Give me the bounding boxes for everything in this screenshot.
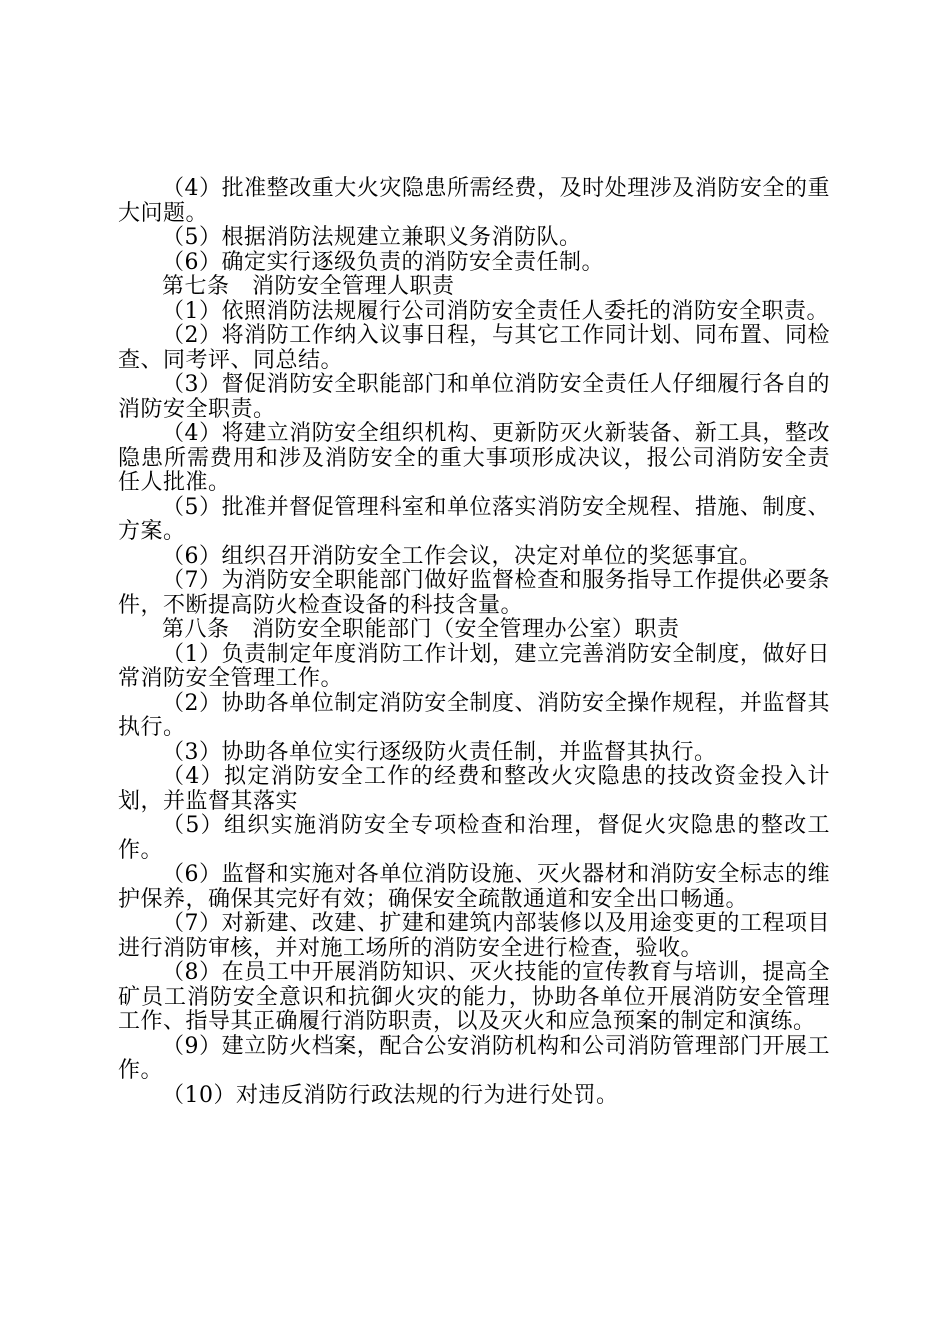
paragraph-item-6-responsibility: （6）确定实行逐级负责的消防安全责任制。 <box>162 249 604 275</box>
paragraph-art7-item-6: （6）组织召开消防安全工作会议，决定对单位的奖惩事宜。 <box>162 543 762 569</box>
article-7-heading: 第七条 消防安全管理人职责 <box>162 274 455 299</box>
paragraph-art7-item-4: （4）将建立消防安全组织机构、更新防灭火新装备、新工具，整改隐患所需费用和涉及消防安全的重大事项形成决议，报公司消防安全责任人批准。 <box>118 421 830 495</box>
paragraph-art8-item-4: （4）拟定消防安全工作的经费和整改火灾隐患的技改资金投入计划，并监督其落实 <box>118 764 830 814</box>
paragraph-item-5-brigade: （5）根据消防法规建立兼职义务消防队。 <box>162 225 582 250</box>
paragraph-art8-item-2: （2）协助各单位制定消防安全制度、消防安全操作规程，并监督其执行。 <box>118 690 830 740</box>
paragraph-art8-item-5: （5）组织实施消防安全专项检查和治理，督促火灾隐患的整改工作。 <box>118 813 830 863</box>
paragraph-art8-item-10: （10）对违反消防行政法规的行为进行处罚。 <box>162 1082 619 1108</box>
paragraph-art8-item-1: （1）负责制定年度消防工作计划，建立完善消防安全制度，做好日常消防安全管理工作。 <box>118 641 830 691</box>
paragraph-art8-item-9: （9）建立防火档案，配合公安消防机构和公司消防管理部门开展工作。 <box>118 1033 830 1083</box>
paragraph-art8-item-7: （7）对新建、改建、扩建和建筑内部装修以及用途变更的工程项目进行消防审核，并对施工场所的消防安全进行检查，验收。 <box>118 911 830 961</box>
paragraph-item-4-funding: （4）批准整改重大火灾隐患所需经费，及时处理涉及消防安全的重大问题。 <box>118 176 830 226</box>
paragraph-art7-item-2: （2）将消防工作纳入议事日程，与其它工作同计划、同布置、同检查、同考评、同总结。 <box>118 323 830 373</box>
paragraph-art8-item-8: （8）在员工中开展消防知识、灭火技能的宣传教育与培训，提高全矿员工消防安全意识和抗御火灾的能力，协助各单位开展消防安全管理工作、指导其正确履行消防职责，以及灭火和应急预案的制定和演练。 <box>118 960 830 1034</box>
paragraph-art7-item-5: （5）批准并督促管理科室和单位落实消防安全规程、措施、制度、方案。 <box>118 494 830 544</box>
paragraph-art7-item-3: （3）督促消防安全职能部门和单位消防安全责任人仔细履行各自的消防安全职责。 <box>118 372 830 422</box>
paragraph-art7-item-7: （7）为消防安全职能部门做好监督检查和服务指导工作提供必要条件，不断提高防火检查设备的科技含量。 <box>118 568 830 618</box>
paragraph-art8-item-6: （6）监督和实施对各单位消防设施、灭火器材和消防安全标志的维护保养，确保其完好有效；确保安全疏散通道和安全出口畅通。 <box>118 862 830 912</box>
article-8-heading: 第八条 消防安全职能部门（安全管理办公室）职责 <box>162 617 680 642</box>
document-page <box>118 177 830 1108</box>
paragraph-art8-item-3: （3）协助各单位实行逐级防火责任制，并监督其执行。 <box>162 739 717 765</box>
paragraph-art7-item-1: （1）依照消防法规履行公司消防安全责任人委托的消防安全职责。 <box>162 298 829 324</box>
